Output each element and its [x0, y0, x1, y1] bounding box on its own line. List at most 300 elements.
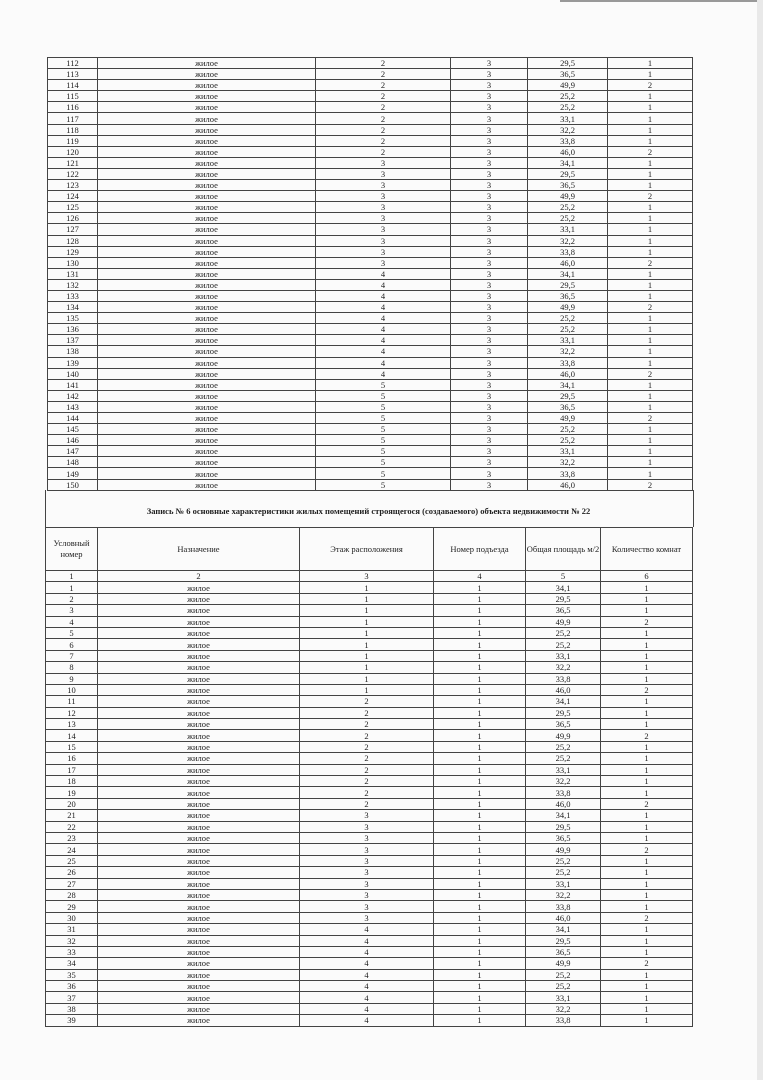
- cell-entrance: 3: [451, 479, 528, 490]
- cell-entrance: 1: [434, 684, 526, 695]
- table-row: [46, 867, 693, 878]
- table-row: [46, 707, 693, 718]
- cell-entrance: 3: [451, 58, 528, 69]
- cell-row-number: 146: [48, 435, 98, 446]
- cell-row-number: 31: [46, 924, 98, 935]
- cell-room-count: 1: [608, 135, 693, 146]
- cell-room-count: 2: [608, 191, 693, 202]
- cell-total-area: 33,1: [526, 650, 601, 661]
- table-row: [46, 855, 693, 866]
- table-header-row: [46, 528, 693, 571]
- cell-purpose: жилое: [98, 313, 316, 324]
- cell-purpose: жилое: [98, 257, 316, 268]
- cell-row-number: 18: [46, 776, 98, 787]
- cell-room-count: 2: [608, 413, 693, 424]
- cell-total-area: 36,5: [528, 401, 608, 412]
- table-row: [48, 368, 693, 379]
- cell-purpose: жилое: [98, 776, 300, 787]
- cell-entrance: 1: [434, 992, 526, 1003]
- cell-floor: 2: [300, 719, 434, 730]
- cell-entrance: 3: [451, 257, 528, 268]
- cell-purpose: жилое: [98, 168, 316, 179]
- cell-entrance: 1: [434, 696, 526, 707]
- cell-purpose: жилое: [98, 764, 300, 775]
- cell-room-count: 1: [601, 946, 693, 957]
- cell-floor: 4: [316, 357, 451, 368]
- cell-row-number: 132: [48, 279, 98, 290]
- cell-floor: 4: [316, 302, 451, 313]
- table-row: [48, 379, 693, 390]
- cell-row-number: 138: [48, 346, 98, 357]
- cell-room-count: 2: [601, 958, 693, 969]
- cell-floor: 2: [316, 80, 451, 91]
- cell-floor: 4: [300, 958, 434, 969]
- cell-room-count: 1: [608, 246, 693, 257]
- table-row: [48, 213, 693, 224]
- cell-row-number: 8: [46, 662, 98, 673]
- cell-purpose: жилое: [98, 696, 300, 707]
- column-number: 6: [601, 571, 693, 582]
- cell-room-count: 1: [601, 707, 693, 718]
- cell-purpose: жилое: [98, 946, 300, 957]
- cell-entrance: 1: [434, 867, 526, 878]
- cell-room-count: 1: [601, 593, 693, 604]
- cell-floor: 2: [316, 124, 451, 135]
- cell-entrance: 1: [434, 605, 526, 616]
- cell-purpose: жилое: [98, 124, 316, 135]
- cell-total-area: 36,5: [526, 832, 601, 843]
- cell-room-count: 1: [608, 102, 693, 113]
- cell-room-count: 1: [608, 346, 693, 357]
- cell-room-count: 2: [601, 616, 693, 627]
- cell-room-count: 1: [601, 662, 693, 673]
- cell-entrance: 3: [451, 368, 528, 379]
- table-row: [48, 135, 693, 146]
- table-row: [48, 191, 693, 202]
- cell-room-count: 1: [608, 202, 693, 213]
- cell-total-area: 36,5: [526, 946, 601, 957]
- cell-room-count: 2: [601, 798, 693, 809]
- cell-row-number: 128: [48, 235, 98, 246]
- cell-entrance: 1: [434, 832, 526, 843]
- table-row: [46, 1003, 693, 1014]
- cell-row-number: 121: [48, 157, 98, 168]
- cell-row-number: 124: [48, 191, 98, 202]
- cell-floor: 4: [316, 290, 451, 301]
- cell-room-count: 1: [601, 753, 693, 764]
- cell-room-count: 1: [608, 446, 693, 457]
- column-header-entrance: Номер подъезда: [434, 528, 526, 571]
- cell-total-area: 33,8: [528, 246, 608, 257]
- cell-total-area: 49,9: [528, 80, 608, 91]
- cell-row-number: 27: [46, 878, 98, 889]
- cell-purpose: жилое: [98, 992, 300, 1003]
- cell-total-area: 32,2: [528, 346, 608, 357]
- column-header-room-count: Количество комнат: [601, 528, 693, 571]
- cell-floor: 3: [300, 889, 434, 900]
- cell-row-number: 130: [48, 257, 98, 268]
- cell-total-area: 36,5: [526, 605, 601, 616]
- cell-row-number: 139: [48, 357, 98, 368]
- cell-floor: 1: [300, 616, 434, 627]
- cell-room-count: 2: [608, 80, 693, 91]
- cell-total-area: 46,0: [528, 146, 608, 157]
- table-row: [46, 753, 693, 764]
- cell-room-count: 1: [608, 401, 693, 412]
- cell-room-count: 1: [601, 810, 693, 821]
- cell-entrance: 1: [434, 946, 526, 957]
- cell-purpose: жилое: [98, 605, 300, 616]
- cell-entrance: 1: [434, 730, 526, 741]
- table-row: [48, 69, 693, 80]
- cell-entrance: 3: [451, 435, 528, 446]
- cell-total-area: 33,8: [526, 787, 601, 798]
- cell-entrance: 3: [451, 313, 528, 324]
- cell-purpose: жилое: [98, 390, 316, 401]
- cell-floor: 2: [300, 741, 434, 752]
- cell-floor: 1: [300, 673, 434, 684]
- cell-room-count: 1: [601, 935, 693, 946]
- cell-total-area: 32,2: [526, 662, 601, 673]
- cell-entrance: 3: [451, 324, 528, 335]
- cell-floor: 1: [300, 650, 434, 661]
- cell-row-number: 25: [46, 855, 98, 866]
- table-row: [48, 235, 693, 246]
- cell-floor: 3: [300, 855, 434, 866]
- cell-row-number: 142: [48, 390, 98, 401]
- cell-total-area: 46,0: [526, 798, 601, 809]
- cell-entrance: 1: [434, 878, 526, 889]
- cell-room-count: 1: [601, 673, 693, 684]
- cell-total-area: 49,9: [528, 302, 608, 313]
- cell-purpose: жилое: [98, 290, 316, 301]
- cell-total-area: 32,2: [526, 776, 601, 787]
- cell-purpose: жилое: [98, 855, 300, 866]
- cell-row-number: 12: [46, 707, 98, 718]
- cell-entrance: 1: [434, 582, 526, 593]
- cell-room-count: 1: [608, 69, 693, 80]
- cell-room-count: 1: [601, 605, 693, 616]
- cell-floor: 2: [300, 764, 434, 775]
- cell-purpose: жилое: [98, 435, 316, 446]
- cell-total-area: 29,5: [526, 821, 601, 832]
- cell-floor: 4: [300, 969, 434, 980]
- cell-room-count: 2: [601, 730, 693, 741]
- cell-total-area: 33,1: [528, 446, 608, 457]
- cell-purpose: жилое: [98, 832, 300, 843]
- table-row: [46, 958, 693, 969]
- cell-row-number: 112: [48, 58, 98, 69]
- cell-purpose: жилое: [98, 135, 316, 146]
- cell-total-area: 33,1: [526, 764, 601, 775]
- cell-entrance: 3: [451, 135, 528, 146]
- cell-floor: 1: [300, 593, 434, 604]
- table-row: [46, 627, 693, 638]
- cell-row-number: 7: [46, 650, 98, 661]
- cell-floor: 4: [316, 279, 451, 290]
- cell-entrance: 1: [434, 1003, 526, 1014]
- cell-floor: 2: [316, 146, 451, 157]
- cell-purpose: жилое: [98, 730, 300, 741]
- cell-total-area: 34,1: [528, 268, 608, 279]
- cell-total-area: 25,2: [526, 867, 601, 878]
- cell-room-count: 1: [608, 357, 693, 368]
- cell-row-number: 129: [48, 246, 98, 257]
- cell-total-area: 29,5: [528, 168, 608, 179]
- cell-row-number: 38: [46, 1003, 98, 1014]
- cell-entrance: 3: [451, 290, 528, 301]
- cell-entrance: 3: [451, 224, 528, 235]
- cell-floor: 4: [300, 1015, 434, 1026]
- cell-row-number: 147: [48, 446, 98, 457]
- cell-room-count: 1: [608, 157, 693, 168]
- cell-row-number: 20: [46, 798, 98, 809]
- cell-entrance: 3: [451, 157, 528, 168]
- cell-purpose: жилое: [98, 335, 316, 346]
- cell-room-count: 1: [608, 313, 693, 324]
- cell-floor: 2: [300, 776, 434, 787]
- cell-total-area: 32,2: [528, 235, 608, 246]
- cell-total-area: 33,8: [526, 673, 601, 684]
- table-row: [46, 844, 693, 855]
- table-row: [46, 616, 693, 627]
- cell-floor: 5: [316, 457, 451, 468]
- cell-total-area: 33,1: [528, 224, 608, 235]
- cell-floor: 4: [316, 324, 451, 335]
- cell-row-number: 133: [48, 290, 98, 301]
- cell-floor: 4: [316, 335, 451, 346]
- cell-room-count: 1: [608, 457, 693, 468]
- cell-room-count: 1: [601, 969, 693, 980]
- cell-floor: 1: [300, 605, 434, 616]
- cell-floor: 1: [300, 639, 434, 650]
- cell-entrance: 1: [434, 673, 526, 684]
- cell-entrance: 3: [451, 457, 528, 468]
- cell-row-number: 37: [46, 992, 98, 1003]
- table-row: [48, 457, 693, 468]
- cell-entrance: 1: [434, 924, 526, 935]
- cell-total-area: 25,2: [528, 91, 608, 102]
- table-row: [48, 157, 693, 168]
- cell-floor: 5: [316, 401, 451, 412]
- column-header-floor: Этаж расположения: [300, 528, 434, 571]
- cell-floor: 3: [300, 832, 434, 843]
- cell-total-area: 34,1: [526, 810, 601, 821]
- cell-room-count: 1: [601, 1003, 693, 1014]
- cell-purpose: жилое: [98, 924, 300, 935]
- cell-total-area: 49,9: [526, 958, 601, 969]
- cell-total-area: 49,9: [526, 844, 601, 855]
- cell-entrance: 1: [434, 787, 526, 798]
- cell-row-number: 143: [48, 401, 98, 412]
- cell-floor: 3: [316, 202, 451, 213]
- cell-room-count: 2: [608, 146, 693, 157]
- cell-entrance: 3: [451, 357, 528, 368]
- cell-room-count: 2: [608, 257, 693, 268]
- cell-purpose: жилое: [98, 673, 300, 684]
- cell-row-number: 127: [48, 224, 98, 235]
- table-row: [46, 981, 693, 992]
- cell-entrance: 3: [451, 446, 528, 457]
- cell-room-count: 1: [608, 113, 693, 124]
- cell-room-count: 1: [608, 468, 693, 479]
- cell-purpose: жилое: [98, 958, 300, 969]
- cell-total-area: 49,9: [528, 413, 608, 424]
- cell-row-number: 113: [48, 69, 98, 80]
- cell-room-count: 1: [601, 764, 693, 775]
- cell-purpose: жилое: [98, 69, 316, 80]
- cell-row-number: 1: [46, 582, 98, 593]
- cell-row-number: 15: [46, 741, 98, 752]
- cell-floor: 5: [316, 424, 451, 435]
- cell-total-area: 33,8: [526, 1015, 601, 1026]
- cell-purpose: жилое: [98, 593, 300, 604]
- cell-room-count: 1: [601, 889, 693, 900]
- cell-row-number: 2: [46, 593, 98, 604]
- cell-room-count: 1: [608, 424, 693, 435]
- cell-entrance: 3: [451, 424, 528, 435]
- cell-total-area: 29,5: [528, 279, 608, 290]
- cell-floor: 3: [300, 844, 434, 855]
- cell-purpose: жилое: [98, 810, 300, 821]
- cell-total-area: 33,8: [528, 468, 608, 479]
- cell-purpose: жилое: [98, 787, 300, 798]
- cell-floor: 1: [300, 684, 434, 695]
- cell-floor: 2: [316, 69, 451, 80]
- cell-purpose: жилое: [98, 457, 316, 468]
- cell-row-number: 24: [46, 844, 98, 855]
- cell-total-area: 49,9: [526, 730, 601, 741]
- cell-total-area: 33,8: [526, 901, 601, 912]
- cell-purpose: жилое: [98, 844, 300, 855]
- cell-purpose: жилое: [98, 191, 316, 202]
- cell-floor: 3: [316, 191, 451, 202]
- cell-total-area: 46,0: [528, 257, 608, 268]
- cell-entrance: 3: [451, 246, 528, 257]
- table-row: [48, 146, 693, 157]
- cell-floor: 3: [316, 157, 451, 168]
- cell-purpose: жилое: [98, 401, 316, 412]
- table-row: [46, 593, 693, 604]
- cell-total-area: 36,5: [528, 69, 608, 80]
- cell-room-count: 1: [608, 58, 693, 69]
- table-row: [46, 741, 693, 752]
- table-row: [46, 992, 693, 1003]
- table-row: [48, 435, 693, 446]
- cell-total-area: 25,2: [526, 969, 601, 980]
- cell-room-count: 1: [608, 124, 693, 135]
- table-row: [46, 810, 693, 821]
- cell-room-count: 1: [601, 741, 693, 752]
- cell-purpose: жилое: [98, 446, 316, 457]
- column-number: 1: [46, 571, 98, 582]
- cell-total-area: 29,5: [528, 58, 608, 69]
- cell-floor: 5: [316, 390, 451, 401]
- cell-total-area: 25,2: [526, 741, 601, 752]
- cell-row-number: 134: [48, 302, 98, 313]
- table-row: [46, 662, 693, 673]
- cell-total-area: 46,0: [526, 684, 601, 695]
- cell-row-number: 9: [46, 673, 98, 684]
- apartments-table-continued: [47, 57, 693, 491]
- cell-purpose: жилое: [98, 235, 316, 246]
- table-row: [46, 776, 693, 787]
- cell-floor: 5: [316, 468, 451, 479]
- scan-edge-shadow: [757, 0, 763, 1080]
- table-row: [48, 401, 693, 412]
- cell-purpose: жилое: [98, 302, 316, 313]
- cell-room-count: 1: [601, 650, 693, 661]
- cell-floor: 3: [316, 168, 451, 179]
- cell-row-number: 122: [48, 168, 98, 179]
- table-row: [46, 821, 693, 832]
- cell-total-area: 25,2: [528, 324, 608, 335]
- cell-room-count: 1: [608, 435, 693, 446]
- cell-room-count: 1: [608, 324, 693, 335]
- table-row: [46, 639, 693, 650]
- cell-entrance: 1: [434, 719, 526, 730]
- cell-row-number: 39: [46, 1015, 98, 1026]
- cell-purpose: жилое: [98, 798, 300, 809]
- cell-row-number: 17: [46, 764, 98, 775]
- cell-row-number: 6: [46, 639, 98, 650]
- cell-entrance: 3: [451, 80, 528, 91]
- cell-total-area: 33,1: [526, 992, 601, 1003]
- cell-entrance: 3: [451, 235, 528, 246]
- cell-floor: 3: [316, 213, 451, 224]
- cell-room-count: 2: [608, 479, 693, 490]
- cell-total-area: 25,2: [528, 213, 608, 224]
- cell-total-area: 25,2: [526, 753, 601, 764]
- cell-entrance: 1: [434, 639, 526, 650]
- cell-total-area: 49,9: [528, 191, 608, 202]
- cell-entrance: 1: [434, 912, 526, 923]
- cell-entrance: 3: [451, 168, 528, 179]
- cell-row-number: 21: [46, 810, 98, 821]
- table-row: [46, 650, 693, 661]
- table-row: [46, 832, 693, 843]
- cell-row-number: 10: [46, 684, 98, 695]
- cell-room-count: 1: [601, 582, 693, 593]
- cell-entrance: 1: [434, 627, 526, 638]
- cell-total-area: 29,5: [526, 935, 601, 946]
- table-row: [48, 290, 693, 301]
- cell-entrance: 1: [434, 889, 526, 900]
- table-row: [46, 798, 693, 809]
- table-row: [48, 424, 693, 435]
- cell-floor: 3: [316, 180, 451, 191]
- cell-total-area: 25,2: [526, 639, 601, 650]
- cell-row-number: 19: [46, 787, 98, 798]
- cell-floor: 4: [300, 924, 434, 935]
- cell-room-count: 2: [601, 844, 693, 855]
- cell-total-area: 34,1: [526, 582, 601, 593]
- cell-entrance: 3: [451, 279, 528, 290]
- table-row: [48, 279, 693, 290]
- cell-row-number: 4: [46, 616, 98, 627]
- cell-purpose: жилое: [98, 246, 316, 257]
- cell-total-area: 25,2: [526, 981, 601, 992]
- cell-room-count: 1: [608, 379, 693, 390]
- cell-purpose: жилое: [98, 935, 300, 946]
- cell-entrance: 1: [434, 855, 526, 866]
- table-row: [48, 468, 693, 479]
- cell-entrance: 1: [434, 810, 526, 821]
- cell-entrance: 3: [451, 468, 528, 479]
- cell-total-area: 32,2: [526, 889, 601, 900]
- cell-row-number: 3: [46, 605, 98, 616]
- cell-row-number: 36: [46, 981, 98, 992]
